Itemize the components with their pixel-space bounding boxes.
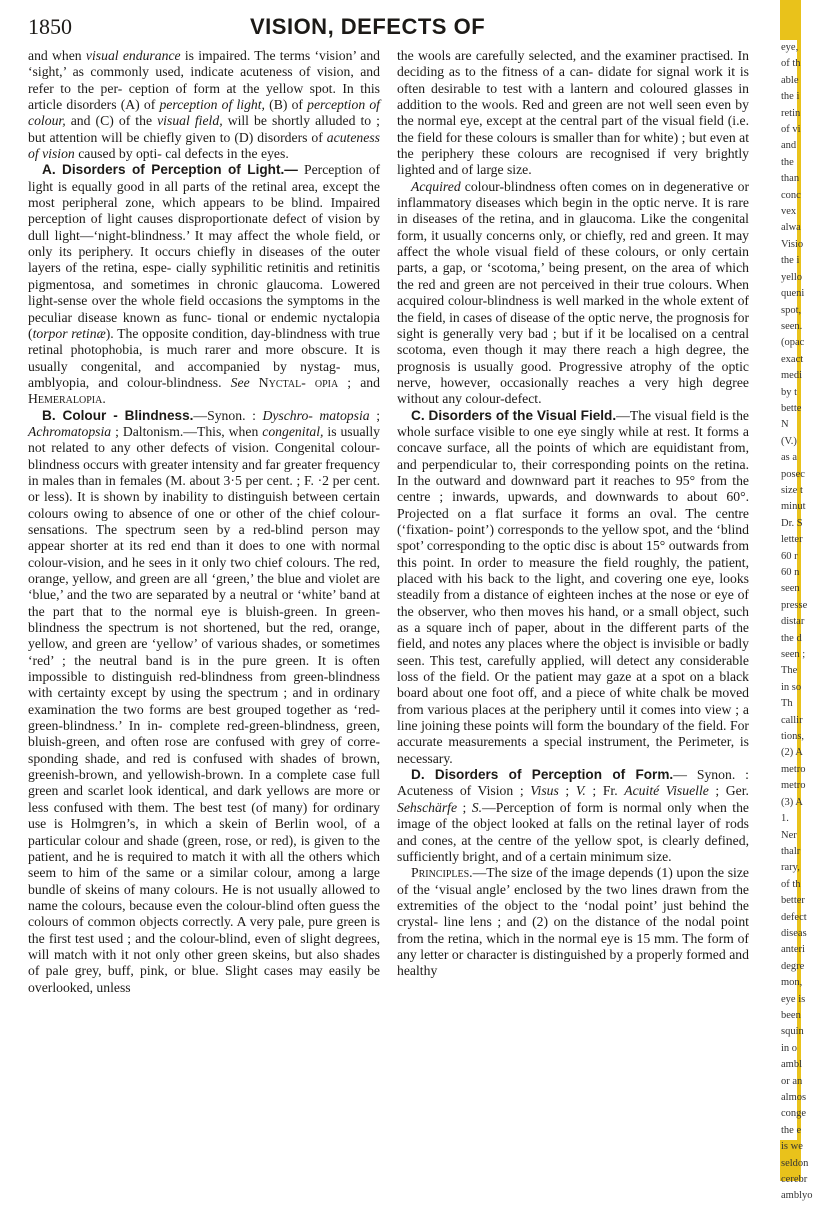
- adjacent-fragment: degre: [781, 960, 805, 972]
- adjacent-fragment: thalr: [781, 845, 801, 857]
- adjacent-fragment: minut: [781, 501, 806, 513]
- adjacent-fragment: conc: [781, 189, 801, 201]
- adjacent-fragment: N: [781, 419, 789, 431]
- page-number: 1850: [28, 14, 72, 39]
- adjacent-fragment: 1.: [781, 813, 789, 825]
- paragraph-principles: Principles.—The size of the image depends (1) upon the size of the ‘visual angle’ enclosed by the two lines drawn from the extremities of the object to the ‘nodal point’ just behind the crystal- line lens ; and (2) on the distance of the nodal point from the retina, which in the normal eye is 15 mm. The form of any letter or character is distinguished by a properly formed and healthy: [397, 865, 749, 979]
- adjacent-fragment: (2) A: [781, 747, 803, 759]
- adjacent-fragment: ambl: [781, 1059, 802, 1071]
- adjacent-fragment: medi: [781, 370, 802, 382]
- adjacent-fragment: of th: [781, 878, 801, 890]
- section-c-heading: C. Disorders of the Visual Field.: [411, 407, 617, 423]
- running-head: VISION, DEFECTS OF: [250, 14, 486, 39]
- adjacent-fragment: the i: [781, 91, 800, 103]
- adjacent-fragment: is we: [781, 1141, 803, 1153]
- adjacent-fragment: rary,: [781, 862, 800, 874]
- adjacent-fragment: vex: [781, 206, 797, 218]
- paragraph-intro: and when visual endurance is impaired. The terms ‘vision’ and ‘sight,’ as commonly used, indicate acuteness of vision, and refer to the per- ception of form at the yellow spot. In this article disorders (A) of perception of light, (B) of perception of colour, and (C) of the visual field, will be shortly alluded to ; but attention will be chiefly given to (D) disorders of acuteness of vision caused by opti- cal defects in the eyes.: [28, 48, 381, 162]
- section-d: D. Disorders of Perception of Form.— Synon. : Acuteness of Vision ; Visus ; V. ; Fr. Acuité Visuelle ; Ger. Sehschärfe ; S.—Perception of form is normal only when the image of the object looked at falls on the retinal layer of rods and cones, at the centre of the yellow spot, is clearly defined, sufficiently bright, and of a certain minimum size.: [397, 767, 749, 864]
- right-column: [397, 48, 749, 980]
- adjacent-fragment: been: [781, 1009, 801, 1021]
- adjacent-fragment: posec: [781, 468, 805, 480]
- section-a-heading: A. Disorders of Perception of Light.—: [42, 162, 298, 178]
- adjacent-fragment: seen: [781, 583, 800, 595]
- adjacent-fragment: eye is: [781, 993, 806, 1005]
- adjacent-fragment: able: [781, 74, 799, 86]
- adjacent-fragment: seen.: [781, 320, 803, 332]
- adjacent-fragment: or an: [781, 1075, 803, 1087]
- adjacent-fragment: amblyo: [781, 1190, 813, 1202]
- adjacent-fragment: Ner: [781, 829, 797, 841]
- adjacent-fragment: (V.): [781, 435, 797, 447]
- adjacent-fragment: than: [781, 173, 800, 185]
- adjacent-fragment: anteri: [781, 944, 805, 956]
- adjacent-fragment: retin: [781, 107, 801, 119]
- adjacent-fragment: and: [781, 140, 797, 152]
- adjacent-fragment: exact: [781, 353, 804, 365]
- adjacent-fragment: (3) A: [781, 796, 803, 808]
- adjacent-fragment: yello: [781, 271, 802, 283]
- adjacent-fragment: alwa: [781, 222, 801, 234]
- adjacent-fragment: in so: [781, 681, 802, 693]
- adjacent-fragment: eye,: [781, 42, 799, 53]
- adjacent-page-edge: [780, 0, 813, 1202]
- adjacent-fragment: Dr. S: [781, 517, 803, 529]
- adjacent-fragment: the: [781, 156, 794, 168]
- section-d-heading: D. Disorders of Perception of Form.: [411, 767, 674, 783]
- section-a: A. Disorders of Perception of Light.— Perception of light is equally good in all parts of the retinal area, except the most peripheral zone, which appears to be blind. Impaired perception of light causes disproportionate defect of vision by dull light—‘night-blindness.’ It may affect the whole field, or only its periphery. It occurs chiefly in diseases of the outer layers of the retina, espe- cially syphilitic retinitis and retinitis pigmentosa, and sometimes in chronic glaucoma. Lowered light-sense over the whole field occasions the symptoms in the peculiar disease known as func- tional or endemic nyctalopia (torpor retinæ). The opposite condition, day-blindness with true retinal photophobia, is much rarer and more obscure. It is usually congenital, and accompanied by nystag- mus, amblyopia, and colour-blindness. See Nyctal- opia ; and Hemeralopia.: [28, 162, 381, 407]
- adjacent-fragment: conge: [781, 1108, 807, 1120]
- adjacent-fragment: as a: [781, 452, 798, 464]
- section-b-heading: B. Colour - Blindness.: [42, 407, 194, 423]
- adjacent-fragment: spot,: [781, 304, 802, 316]
- adjacent-fragment: of vi: [781, 124, 801, 136]
- adjacent-fragment: squin: [781, 1026, 804, 1038]
- adjacent-fragment: mon,: [781, 977, 803, 989]
- adjacent-fragment: the d: [781, 632, 802, 644]
- adjacent-fragment: The: [781, 665, 798, 677]
- adjacent-fragment: callir: [781, 714, 803, 726]
- adjacent-fragment: Th: [781, 698, 793, 710]
- adjacent-fragment: of th: [781, 58, 801, 70]
- adjacent-fragment: defect: [781, 911, 807, 923]
- adjacent-fragment: the e: [781, 1124, 802, 1136]
- left-column: [28, 48, 380, 996]
- adjacent-fragment: queni: [781, 288, 805, 300]
- paragraph-acquired: Acquired colour-blindness often comes on in degenerative or inflammatory diseases which begin in the optic nerve. It is rare in diseases of the retina, and in glaucoma. Like the congenital form, it usually concerns only, or chiefly, red and green. It may affect the whole visual field of these colours, or only certain parts, a gap, or ‘scotoma,’ being present, on the area of which the red and green are not perceived in their true colours. When acquired colour-blindness is well marked in the whole extent of the field, in cases of disease of the optic nerve, the prognosis for sight is generally very bad ; but if it be localised on a central scotoma, even though it may there reach a high degree, the prognosis is usually good. Progressive atrophy of the optic nerve, however, occasionally reaches a very high degree without any colour-defect.: [397, 178, 749, 407]
- adjacent-fragment: better: [781, 895, 805, 907]
- paragraph-continued: the wools are carefully selected, and the examiner practised. In deciding as to the fitness of a can- didate for signal work it is often desirable to test with a lantern and coloured glasses in addition to the wools. Red and green are not well seen even by the normal eye, except at the central part of the visual field (i.e. the field for these colours is smaller than for white) ; but even at the periphery these colours are recognised if very brightly lighted and of large size.: [397, 48, 749, 178]
- adjacent-fragment: Visio: [781, 238, 804, 250]
- adjacent-fragment: the i: [781, 255, 800, 267]
- adjacent-fragment: 60 r: [781, 550, 798, 562]
- adjacent-fragment: letter: [781, 534, 803, 546]
- adjacent-fragment: tions,: [781, 731, 805, 743]
- adjacent-fragment: cerebr: [781, 1174, 808, 1186]
- adjacent-fragment: metro: [781, 780, 806, 792]
- adjacent-fragment: size t: [781, 484, 803, 496]
- adjacent-fragment: almos: [781, 1092, 807, 1103]
- adjacent-fragment: metro: [781, 763, 806, 775]
- adjacent-fragment: presse: [781, 599, 808, 611]
- adjacent-fragment: 60 n: [781, 567, 800, 578]
- adjacent-fragment: in o: [781, 1042, 798, 1054]
- page-header: [28, 8, 768, 42]
- adjacent-page-fragments: [780, 40, 813, 1202]
- adjacent-fragment: bette: [781, 402, 802, 414]
- adjacent-fragment: by t: [781, 386, 798, 398]
- adjacent-fragment: distar: [781, 616, 805, 628]
- adjacent-fragment: seldon: [781, 1157, 809, 1169]
- adjacent-fragment: (opac: [781, 337, 805, 349]
- adjacent-fragment: diseas: [781, 927, 807, 939]
- adjacent-fragment: seen ;: [781, 649, 806, 661]
- section-b: B. Colour - Blindness.—Synon. : Dyschro- matopsia ; Achromatopsia ; Daltonism.—This, when congenital, is usually not related to any other defects of vision. Congenital colour-blindness occurs with greater intensity and far greater frequency in males than in females (M. about 3·5 per cent. ; F. ·2 per cent. or less). It is shown by inability to distinguish between certain colours owing to absence of one or other of the chief colour-sensations. The spectrum seen by a red-blind person may appear shorter at its red end than it does to one with normal colour-vision, and he sees in it only two chief colours. The red, orange, yellow, and green are all ‘green,’ the blue and violet are ‘blue,’ and the two are separated by a neutral or ‘white’ band at the part that to the normal eye is bluish-green. In green-blindness the spectrum is not shortened, but the red, orange, yellow, and green are ‘yellow’ of various shades, or sometimes ‘red’ ; the neutral band is in the pure green. It is often impossible to distinguish red-blindness from green-blindness with certainty except by using the spectrum ; and in ordinary examination the two forms are best grouped together as ‘red-green-blindness.’ In in- complete red-green-blindness, green, bluish-green, and often rose are confused with grey of corre- sponding shade, and red is confused with shades of brown, greenish-brown, and yellowish-brown. In a complete case full green and scarlet look identical, and dark yellows are more or less confused with them. The best test (of many) for ordinary use is Holmgren’s, in which a skein of Berlin wool, of a particular colour and shade (green, rose, or red), is given to the patient, and he is required to match it with all the others which seem to him of the same or a similar colour, among a large bundle of skeins of many colours. He is not usually allowed to name the colours, because even the colour-blind often guess the colours of common objects correctly. A very pale, pure green is the first test used ; and the colour-blind, even of slight degrees, will match with it not only other green skeins, but also shades of pale grey, buff, pink, or blue. Slight cases may easily be overlooked, unless: [28, 407, 380, 995]
- section-c: C. Disorders of the Visual Field.—The visual field is the whole surface visible to one eye singly while at rest. It forms a concave surface, all the points of which are equidistant from, and perpendicular to, their corresponding points on the retina. In the outward and downward part it reaches to 95° from the centre ; inwards, upwards, and downwards to about 60°. Projected on a flat surface it forms an oval. The centre (‘fixation- point’) corresponds to the yellow spot, and the ‘blind spot’ corresponding to the optic disc is about 15° outwards from this point. In order to measure the field roughly, the patient, placed with his back to the light, and covering one eye, looks steadily from a distance of eighteen inches at the nose or eye of the observer, who then moves his hand, or a small object, such as a square inch of paper, about in the different parts of the field, and notes any places where the object is invisible or badly seen. This test, carefully applied, will detect any considerable loss of the field. Or the patient may gaze at a spot on a black board about one foot off, and a piece of white chalk be moved from various places at the periphery until it comes into view ; a line joining these points will form the boundary of the field. For accurate measurements a special instrument, the Perimeter, is necessary.: [397, 407, 749, 766]
